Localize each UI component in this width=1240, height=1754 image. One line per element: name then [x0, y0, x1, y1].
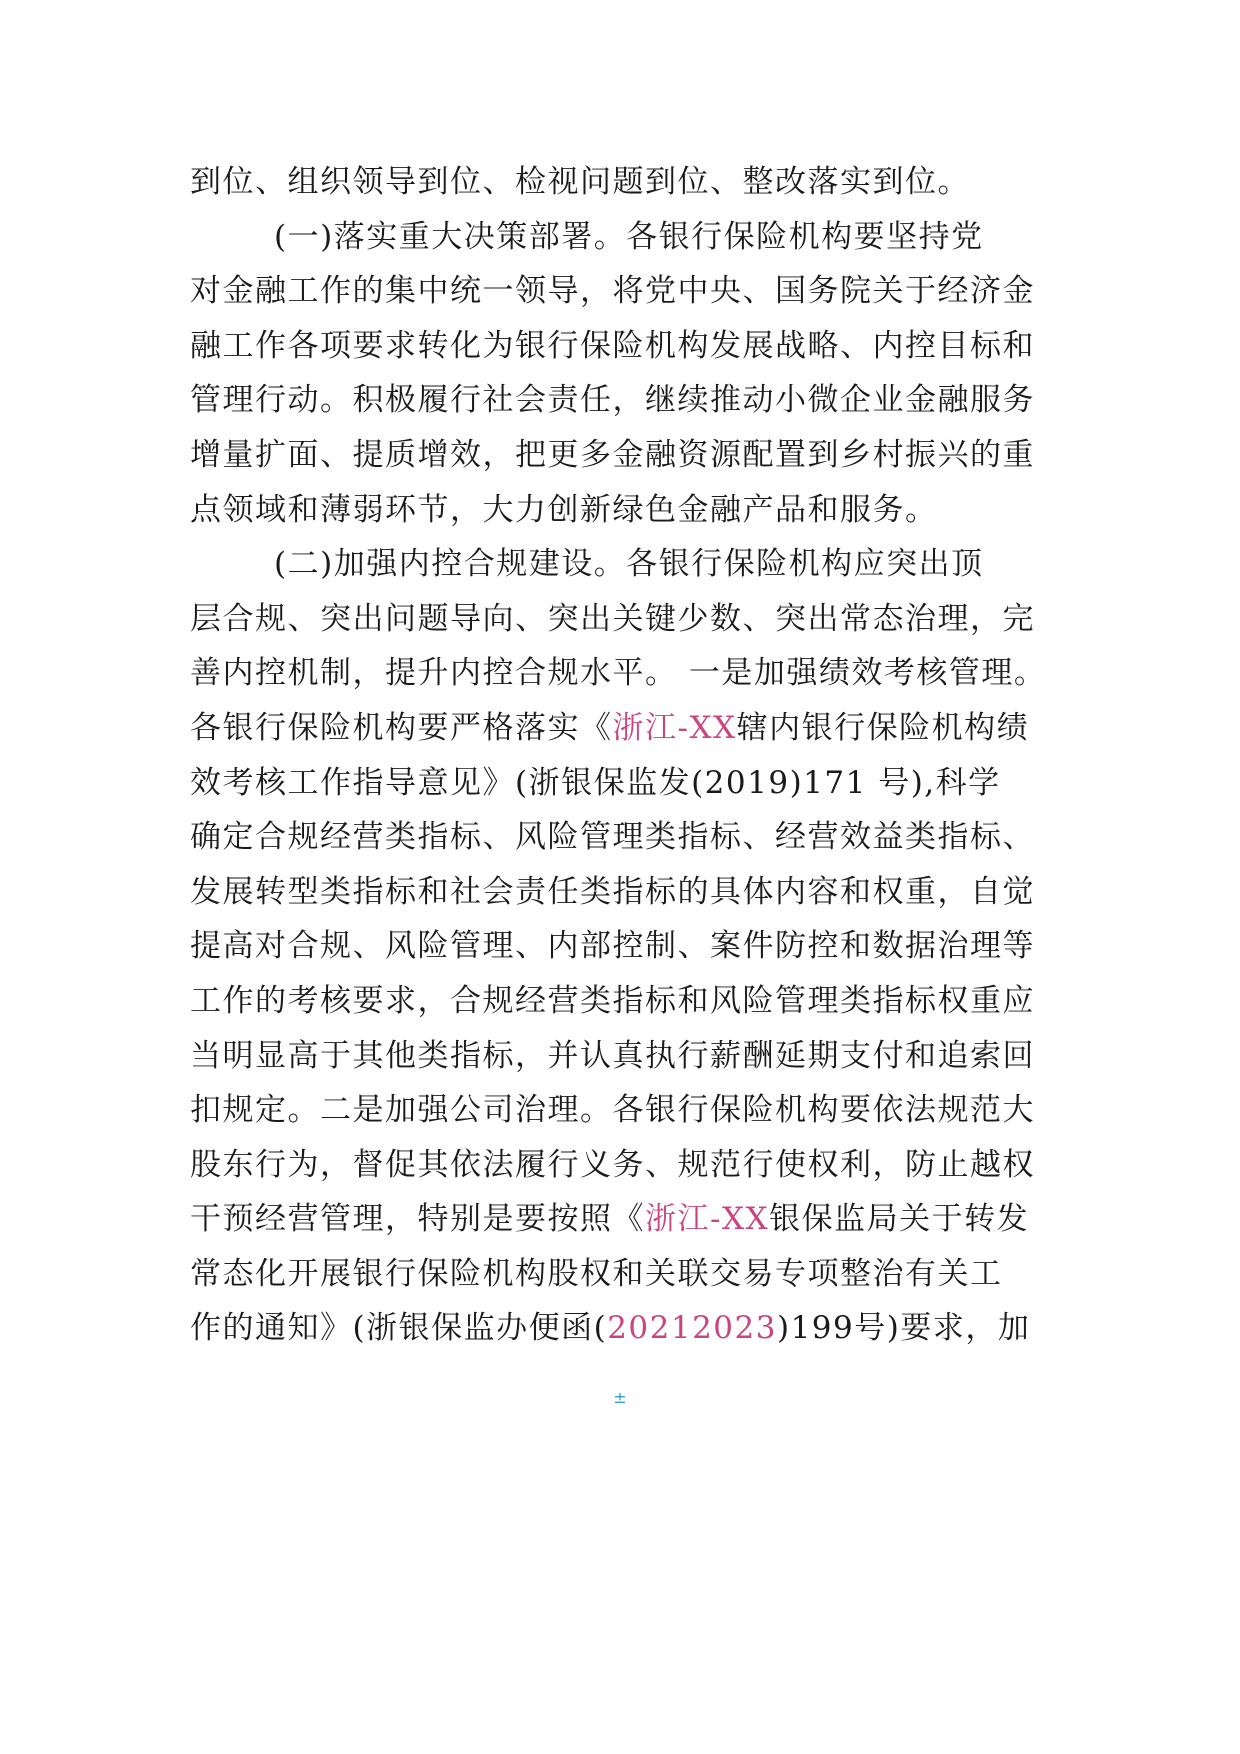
highlighted-text: 20212023	[607, 1310, 777, 1347]
text-line	[190, 1247, 1060, 1302]
text-segment: 常态化开展银行保险机构股权和关联交易专项整治有关工	[190, 1255, 1003, 1292]
text-segment: 工作的考核要求，合规经营类指标和风险管理类指标权重应	[190, 982, 1035, 1019]
text-line	[190, 483, 1060, 538]
text-line	[190, 210, 1060, 265]
text-segment: 对金融工作的集中统一领导，将党中央、国务院关于经济金	[190, 273, 1035, 310]
text-segment: 辖内银行保险机构绩	[736, 709, 1030, 746]
document-body	[190, 155, 1060, 1356]
text-line	[190, 1192, 1060, 1247]
text-segment: 善内控机制，提升内控合规水平。 一是加强绩效考核管理。	[190, 655, 1047, 692]
text-line	[190, 756, 1060, 811]
text-line	[190, 1138, 1060, 1193]
text-segment: 确定合规经营类指标、风险管理类指标、经营效益类指标、	[190, 819, 1035, 856]
text-line	[190, 974, 1060, 1029]
text-segment: (二)加强内控合规建设。各银行保险机构应突出顶	[274, 546, 984, 583]
text-line	[190, 592, 1060, 647]
text-segment: 作的通知》(浙银保监办便函(	[190, 1310, 608, 1347]
page-number-mark: ±	[613, 1388, 627, 1407]
text-line	[190, 810, 1060, 865]
text-segment: 股东行为，督促其依法履行义务、规范行使权利，防止越权	[190, 1146, 1035, 1183]
text-segment: 发展转型类指标和社会责任类指标的具体内容和权重，自觉	[190, 873, 1035, 910]
text-segment: (一)落实重大决策部署。各银行保险机构要坚持党	[274, 218, 984, 255]
text-line	[190, 373, 1060, 428]
text-line	[190, 1301, 1060, 1356]
text-line	[190, 537, 1060, 592]
text-line	[190, 919, 1060, 974]
highlighted-text: 浙江-XX	[612, 709, 737, 746]
text-segment: 银保监局关于转发	[769, 1201, 1030, 1238]
text-segment: 各银行保险机构要严格落实《	[190, 709, 613, 746]
text-segment: 提高对合规、风险管理、内部控制、案件防控和数据治理等	[190, 928, 1035, 965]
text-line	[190, 865, 1060, 920]
text-line	[190, 319, 1060, 374]
text-segment: 管理行动。积极履行社会责任，继续推动小微企业金融服务	[190, 382, 1035, 419]
text-line	[190, 264, 1060, 319]
highlighted-text: 浙江-XX	[645, 1201, 770, 1238]
text-line	[190, 646, 1060, 701]
text-line	[190, 1029, 1060, 1084]
text-segment: 层合规、突出问题导向、突出关键少数、突出常态治理，完	[190, 600, 1035, 637]
text-segment: 干预经营管理，特别是要按照《	[190, 1201, 645, 1238]
text-segment: 点领域和薄弱环节，大力创新绿色金融产品和服务。	[190, 491, 938, 528]
text-segment: 增量扩面、提质增效，把更多金融资源配置到乡村振兴的重	[190, 436, 1035, 473]
text-line	[190, 155, 1060, 210]
text-segment: 融工作各项要求转化为银行保险机构发展战略、内控目标和	[190, 327, 1035, 364]
text-segment: )199号)要求，加	[776, 1310, 1031, 1347]
text-line	[190, 428, 1060, 483]
text-segment: 到位、组织领导到位、检视问题到位、整改落实到位。	[190, 164, 970, 200]
text-line	[190, 701, 1060, 756]
text-segment: 当明显高于其他类指标，并认真执行薪酬延期支付和追索回	[190, 1037, 1035, 1074]
text-segment: 效考核工作指导意见》(浙银保监发(2019)171 号),科学	[190, 764, 1001, 801]
text-line	[190, 1083, 1060, 1138]
text-segment: 扣规定。二是加强公司治理。各银行保险机构要依法规范大	[190, 1092, 1035, 1129]
